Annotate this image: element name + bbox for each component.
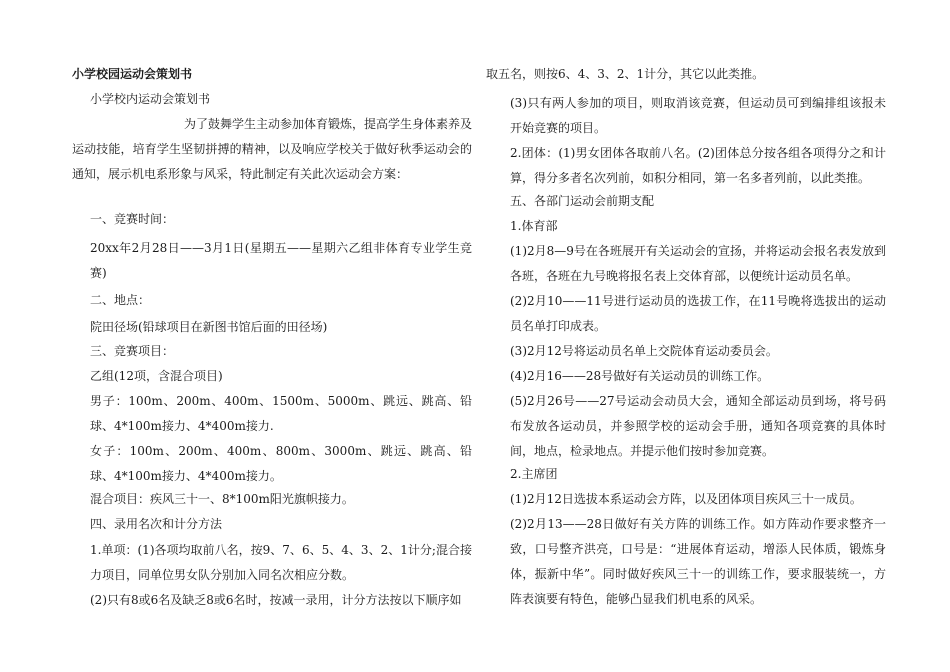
continued-text: 取五名，则按6、4、3、2、1计分，其它以此类推。 bbox=[486, 67, 765, 81]
section-1-body: 20xx年2月28日——3月1日(星期五——星期六乙组非体育专业学生竞赛) bbox=[90, 241, 472, 280]
presidium-heading: 2.主席团 bbox=[510, 467, 558, 481]
sports-dept-item-1: (1)2月8—9号在各班展开有关运动会的宣扬，并将运动会报名表发放到各班，各班在九号晚将报名表上交体育部，以便统计运动员名单。 bbox=[510, 244, 886, 283]
section-2-heading: 二、地点： bbox=[90, 293, 151, 307]
section-1-heading: 一、竞赛时间： bbox=[90, 212, 175, 226]
sports-dept-item-4: (4)2月16——28号做好有关运动员的训练工作。 bbox=[510, 369, 770, 383]
section-4-item-1: 1.单项：(1)各项均取前八名，按9、7、6、5、4、3、2、1计分;混合接力项目，同单位男女队分别加入同名次相应分数。 bbox=[90, 543, 472, 582]
subtitle: 小学校内运动会策划书 bbox=[90, 92, 211, 106]
section-5-heading: 五、各部门运动会前期支配 bbox=[510, 194, 655, 208]
section-3-women: 女子：100m、200m、400m、800m、3000m、跳远、跳高、铅球、4*100m接力、4*400m接力。 bbox=[90, 444, 472, 483]
section-4-team: 2.团体：(1)男女团体各取前八名。(2)团体总分按各组各项得分之和计算，得分多者名次列前，如积分相同，第一名多者列前，以此类推。 bbox=[510, 146, 886, 185]
section-4-heading: 四、录用名次和计分方法 bbox=[90, 517, 223, 531]
presidium-item-1: (1)2月12日选拔本系运动会方阵，以及团体项目疾风三十一成员。 bbox=[510, 492, 862, 506]
sports-dept-item-5: (5)2月26号——27号运动会动员大会，通知全部运动员到场，将号码布发放各运动员，并参照学校的运动会手册，通知各项竞赛的具体时间，地点，检录地点。并提示他们按时参加竞赛。 bbox=[510, 394, 886, 458]
presidium-item-2: (2)2月13——28日做好有关方阵的训练工作。如方阵动作要求整齐一致，口号整齐洪亮，口号是：“进展体育运动，增添人民体质，锻炼身体，振新中华”。同时做好疾风三十一的训练工作，要求服装统一，方阵表演要有特色，能够凸显我们机电系的风采。 bbox=[510, 517, 886, 606]
intro-line: 为了鼓舞学生主动参加体育锻炼，提高学生身体素养及 bbox=[184, 117, 473, 131]
section-4-item-3: (3)只有两人参加的项目，则取消该竞赛，但运动员可到编排组该报未开始竞赛的项目。 bbox=[510, 96, 886, 135]
sports-dept-item-2: (2)2月10——11号进行运动员的选拔工作，在11号晚将选拔出的运动员名单打印成表。 bbox=[510, 294, 886, 333]
section-3-group: 乙组(12项，含混合项目) bbox=[90, 369, 223, 383]
section-3-mixed: 混合项目：疾风三十一、8*100m阳光旗帜接力。 bbox=[90, 492, 354, 506]
document-title: 小学校园运动会策划书 bbox=[72, 67, 193, 81]
section-2-body: 院田径场(铅球项目在新图书馆后面的田径场) bbox=[90, 320, 328, 334]
sports-dept-item-3: (3)2月12号将运动员名单上交院体育运动委员会。 bbox=[510, 344, 778, 358]
section-4-item-2: (2)只有8或6名及缺乏8或6名时，按减一录用，计分方法按以下顺序如 bbox=[90, 593, 462, 607]
section-3-men: 男子：100m、200m、400m、1500m、5000m、跳远、跳高、铅球、4*100m接力、4*400m接力. bbox=[90, 394, 472, 433]
sports-dept-heading: 1.体育部 bbox=[510, 219, 558, 233]
section-3-heading: 三、竞赛项目： bbox=[90, 344, 175, 358]
intro-paragraph: 运动技能，培育学生坚韧拼搏的精神，以及响应学校关于做好秋季运动会的通知，展示机电系形象与风采，特此制定有关此次运动会方案： bbox=[72, 142, 472, 181]
